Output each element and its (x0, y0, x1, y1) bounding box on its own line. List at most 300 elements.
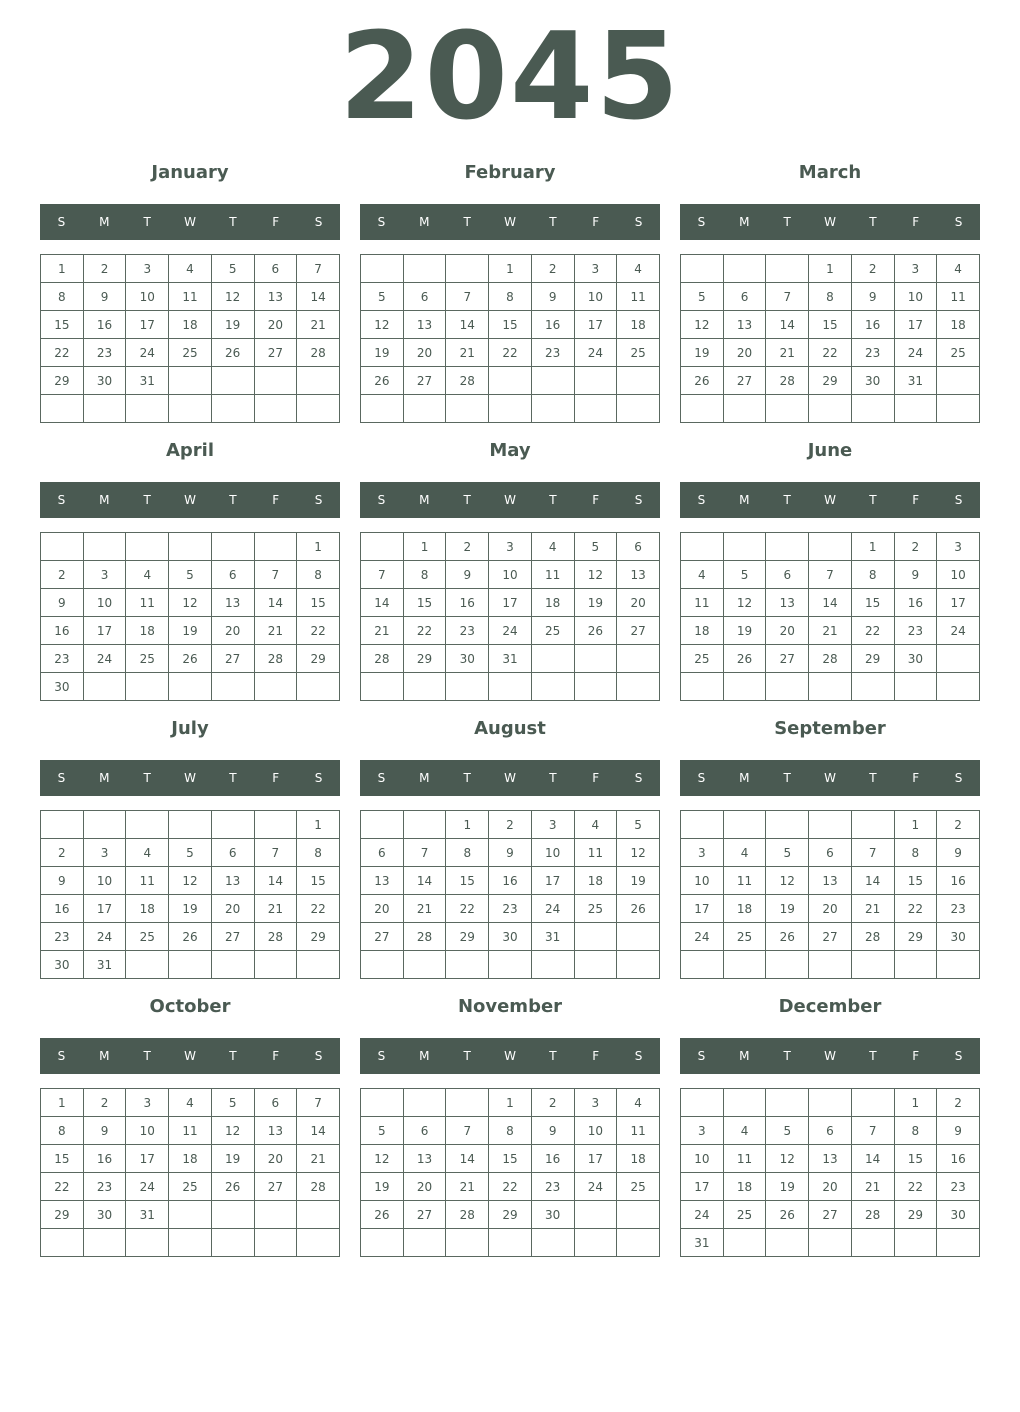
weekday-label: S (377, 771, 386, 785)
day-cell: 7 (297, 255, 340, 283)
day-cell: 14 (851, 867, 894, 895)
week-row (681, 533, 980, 561)
day-cell: 21 (851, 895, 894, 923)
day-cell: 9 (531, 283, 574, 311)
day-cell: 25 (937, 339, 980, 367)
day-cell: 4 (169, 1089, 212, 1117)
day-cell: 29 (41, 367, 84, 395)
day-cell: 26 (574, 617, 617, 645)
weekday-label: M (99, 1049, 110, 1063)
day-cell: 31 (83, 951, 126, 979)
day-cell: 9 (83, 1117, 126, 1145)
day-cell: 2 (83, 1089, 126, 1117)
week-row (681, 895, 980, 923)
week-row (681, 811, 980, 839)
day-cell: 2 (83, 255, 126, 283)
day-cell: 2 (41, 839, 84, 867)
weekday-label: W (504, 493, 516, 507)
day-cell: 17 (126, 1145, 169, 1173)
weekday-label: M (419, 771, 430, 785)
day-cell (211, 367, 254, 395)
day-cell: 7 (254, 561, 297, 589)
week-row (681, 839, 980, 867)
week-row (41, 1089, 340, 1117)
day-cell: 23 (446, 617, 489, 645)
day-cell (83, 395, 126, 423)
day-cell: 21 (766, 339, 809, 367)
day-cell: 16 (531, 1145, 574, 1173)
day-cell (681, 673, 724, 701)
day-cell (574, 367, 617, 395)
day-cell: 1 (894, 811, 937, 839)
day-cell (489, 951, 532, 979)
day-cell: 7 (361, 561, 404, 589)
day-cell: 12 (361, 311, 404, 339)
day-cell: 15 (894, 1145, 937, 1173)
month-name: August (474, 718, 546, 739)
weekday-header (360, 760, 660, 796)
day-cell (723, 1229, 766, 1257)
week-row (41, 1173, 340, 1201)
day-cell: 19 (766, 895, 809, 923)
day-cell: 7 (446, 1117, 489, 1145)
day-cell: 11 (574, 839, 617, 867)
day-cell: 11 (169, 283, 212, 311)
day-cell: 10 (574, 1117, 617, 1145)
day-cell (211, 673, 254, 701)
day-cell: 29 (851, 645, 894, 673)
day-cell (126, 951, 169, 979)
day-cell: 17 (681, 1173, 724, 1201)
day-cell: 18 (723, 1173, 766, 1201)
day-cell (169, 951, 212, 979)
weekday-label: S (697, 215, 706, 229)
week-row (681, 367, 980, 395)
day-cell: 16 (894, 589, 937, 617)
day-cell: 3 (574, 1089, 617, 1117)
day-cell (403, 1089, 446, 1117)
day-cell: 10 (83, 589, 126, 617)
day-cell (361, 951, 404, 979)
day-cell (809, 1089, 852, 1117)
day-cell (489, 673, 532, 701)
day-cell: 20 (211, 895, 254, 923)
day-cell: 17 (894, 311, 937, 339)
weekday-label: F (912, 771, 920, 785)
week-row (361, 339, 660, 367)
day-cell: 4 (723, 1117, 766, 1145)
day-cell (723, 255, 766, 283)
week-row (361, 895, 660, 923)
day-cell: 23 (41, 645, 84, 673)
weekday-label: S (57, 493, 66, 507)
day-cell: 12 (766, 1145, 809, 1173)
day-cell: 7 (403, 839, 446, 867)
day-cell (169, 367, 212, 395)
day-cell: 30 (851, 367, 894, 395)
day-cell: 3 (531, 811, 574, 839)
day-cell: 25 (531, 617, 574, 645)
day-cell: 1 (403, 533, 446, 561)
day-cell (894, 951, 937, 979)
day-cell: 30 (83, 1201, 126, 1229)
weekday-label: W (504, 771, 516, 785)
day-cell (531, 1229, 574, 1257)
day-cell (574, 1229, 617, 1257)
weekday-label: S (697, 493, 706, 507)
day-cell: 21 (403, 895, 446, 923)
weekday-label: S (314, 493, 323, 507)
week-row (361, 923, 660, 951)
day-cell: 25 (723, 1201, 766, 1229)
day-cell (574, 951, 617, 979)
day-cell: 31 (489, 645, 532, 673)
day-cell: 24 (937, 617, 980, 645)
day-cell: 15 (894, 867, 937, 895)
day-cell: 9 (446, 561, 489, 589)
week-row (361, 673, 660, 701)
day-cell: 6 (617, 533, 660, 561)
day-cell: 22 (894, 1173, 937, 1201)
day-cell: 1 (489, 1089, 532, 1117)
day-cell: 1 (489, 255, 532, 283)
day-cell: 25 (169, 1173, 212, 1201)
day-cell: 5 (169, 561, 212, 589)
day-cell (403, 1229, 446, 1257)
day-cell: 18 (126, 617, 169, 645)
day-cell (254, 811, 297, 839)
week-row (681, 561, 980, 589)
day-cell: 18 (531, 589, 574, 617)
day-cell (126, 1229, 169, 1257)
day-cell: 1 (809, 255, 852, 283)
day-cell: 28 (403, 923, 446, 951)
day-cell: 29 (297, 645, 340, 673)
week-row (41, 533, 340, 561)
day-cell: 1 (851, 533, 894, 561)
day-cell: 12 (211, 1117, 254, 1145)
day-cell: 21 (254, 617, 297, 645)
day-cell: 13 (766, 589, 809, 617)
week-row (41, 255, 340, 283)
day-cell (723, 395, 766, 423)
day-cell (254, 395, 297, 423)
day-cell (254, 1229, 297, 1257)
day-cell: 15 (446, 867, 489, 895)
day-cell (446, 1229, 489, 1257)
week-row (361, 1173, 660, 1201)
day-cell: 4 (937, 255, 980, 283)
day-cell (937, 1229, 980, 1257)
day-cell: 5 (766, 839, 809, 867)
day-cell: 18 (169, 311, 212, 339)
day-cell: 12 (169, 589, 212, 617)
week-row (361, 867, 660, 895)
week-row (681, 923, 980, 951)
day-cell: 15 (809, 311, 852, 339)
day-cell: 19 (169, 617, 212, 645)
day-cell: 21 (446, 339, 489, 367)
day-cell: 24 (126, 339, 169, 367)
day-cell: 26 (169, 645, 212, 673)
day-cell: 13 (361, 867, 404, 895)
week-row (41, 811, 340, 839)
weekday-label: W (824, 1049, 836, 1063)
day-cell (574, 1201, 617, 1229)
day-cell: 24 (681, 1201, 724, 1229)
day-cell: 16 (937, 867, 980, 895)
day-cell: 12 (574, 561, 617, 589)
day-cell: 6 (254, 255, 297, 283)
day-cell: 14 (851, 1145, 894, 1173)
day-cell (851, 1089, 894, 1117)
day-cell (937, 367, 980, 395)
day-cell: 12 (361, 1145, 404, 1173)
day-cell (531, 673, 574, 701)
day-cell: 29 (41, 1201, 84, 1229)
day-cell: 8 (403, 561, 446, 589)
day-cell (574, 645, 617, 673)
day-cell: 2 (937, 811, 980, 839)
day-cell: 29 (894, 923, 937, 951)
day-cell: 30 (894, 645, 937, 673)
month-name: January (151, 162, 229, 183)
day-cell: 16 (531, 311, 574, 339)
week-row (41, 867, 340, 895)
day-cell: 9 (489, 839, 532, 867)
weekday-label: M (739, 493, 750, 507)
day-cell (489, 367, 532, 395)
day-cell: 14 (809, 589, 852, 617)
day-cell: 11 (617, 283, 660, 311)
weekday-label: T (143, 771, 151, 785)
day-cell: 15 (297, 589, 340, 617)
day-cell (403, 255, 446, 283)
week-row (681, 395, 980, 423)
day-cell: 22 (894, 895, 937, 923)
day-cell (297, 673, 340, 701)
day-cell: 3 (937, 533, 980, 561)
weekday-label: F (272, 215, 280, 229)
weekday-label: T (783, 771, 791, 785)
day-cell: 18 (723, 895, 766, 923)
day-cell: 23 (41, 923, 84, 951)
weekday-label: F (912, 215, 920, 229)
day-cell: 26 (361, 1201, 404, 1229)
day-cell: 11 (126, 589, 169, 617)
day-cell (403, 395, 446, 423)
day-cell: 12 (681, 311, 724, 339)
day-cell: 23 (851, 339, 894, 367)
day-cell: 23 (83, 1173, 126, 1201)
week-row (681, 1201, 980, 1229)
day-cell: 27 (809, 923, 852, 951)
day-cell: 7 (809, 561, 852, 589)
day-cell: 14 (254, 589, 297, 617)
week-row (41, 1117, 340, 1145)
day-cell (766, 395, 809, 423)
day-cell: 24 (531, 895, 574, 923)
day-cell (169, 1201, 212, 1229)
day-cell (766, 1229, 809, 1257)
day-cell: 20 (403, 1173, 446, 1201)
day-cell (446, 255, 489, 283)
day-cell (937, 645, 980, 673)
weekday-label: S (954, 1049, 963, 1063)
day-cell: 21 (297, 311, 340, 339)
day-cell: 24 (574, 1173, 617, 1201)
day-cell: 22 (403, 617, 446, 645)
day-cell: 11 (723, 867, 766, 895)
day-cell (894, 395, 937, 423)
day-cell: 4 (531, 533, 574, 561)
day-cell: 4 (574, 811, 617, 839)
day-cell (851, 951, 894, 979)
day-cell: 23 (937, 1173, 980, 1201)
day-cell (809, 395, 852, 423)
day-cell: 6 (254, 1089, 297, 1117)
day-cell (41, 1229, 84, 1257)
weekday-label: T (869, 215, 877, 229)
day-cell: 16 (41, 895, 84, 923)
day-cell: 4 (126, 561, 169, 589)
month-name: June (807, 440, 853, 461)
day-cell: 28 (851, 923, 894, 951)
weekday-label: T (549, 771, 557, 785)
day-cell: 20 (617, 589, 660, 617)
day-cell: 19 (766, 1173, 809, 1201)
day-cell: 21 (361, 617, 404, 645)
day-cell (766, 1089, 809, 1117)
day-grid (40, 532, 340, 701)
day-cell: 26 (766, 1201, 809, 1229)
day-grid (40, 810, 340, 979)
day-cell (617, 1229, 660, 1257)
weekday-label: T (869, 1049, 877, 1063)
day-cell: 10 (489, 561, 532, 589)
day-cell: 18 (617, 311, 660, 339)
day-cell (41, 533, 84, 561)
weekday-label: W (184, 1049, 196, 1063)
day-cell: 31 (126, 367, 169, 395)
day-cell: 18 (937, 311, 980, 339)
weekday-header (40, 1038, 340, 1074)
day-cell: 13 (254, 283, 297, 311)
day-cell: 17 (937, 589, 980, 617)
day-cell: 3 (126, 255, 169, 283)
day-cell: 12 (766, 867, 809, 895)
weekday-label: W (824, 493, 836, 507)
day-cell: 18 (617, 1145, 660, 1173)
weekday-label: S (314, 771, 323, 785)
day-cell (361, 1089, 404, 1117)
day-cell: 23 (531, 339, 574, 367)
weekday-label: M (739, 215, 750, 229)
day-cell (169, 533, 212, 561)
day-cell: 2 (446, 533, 489, 561)
week-row (41, 951, 340, 979)
day-cell: 13 (617, 561, 660, 589)
day-cell (83, 1229, 126, 1257)
week-row (681, 1145, 980, 1173)
day-cell: 16 (937, 1145, 980, 1173)
weekday-label: T (143, 215, 151, 229)
weekday-label: S (634, 493, 643, 507)
day-cell: 16 (446, 589, 489, 617)
day-grid (360, 810, 660, 979)
day-cell: 22 (446, 895, 489, 923)
weekday-label: T (783, 1049, 791, 1063)
day-cell: 27 (617, 617, 660, 645)
day-cell: 9 (851, 283, 894, 311)
day-cell: 14 (446, 311, 489, 339)
day-cell (211, 951, 254, 979)
day-cell (617, 673, 660, 701)
day-cell: 11 (681, 589, 724, 617)
week-row (41, 1201, 340, 1229)
day-cell: 6 (403, 283, 446, 311)
day-cell (723, 951, 766, 979)
day-cell: 8 (489, 283, 532, 311)
day-cell: 27 (211, 645, 254, 673)
day-cell (361, 395, 404, 423)
week-row (681, 1117, 980, 1145)
weekday-label: T (463, 1049, 471, 1063)
day-cell: 22 (489, 339, 532, 367)
weekday-label: F (272, 493, 280, 507)
day-cell (169, 395, 212, 423)
week-row (681, 255, 980, 283)
day-cell: 10 (681, 1145, 724, 1173)
day-cell (681, 811, 724, 839)
day-cell (681, 533, 724, 561)
day-cell: 28 (766, 367, 809, 395)
day-cell: 26 (211, 339, 254, 367)
day-cell: 8 (489, 1117, 532, 1145)
day-cell: 16 (83, 311, 126, 339)
day-grid (680, 532, 980, 701)
weekday-label: T (783, 493, 791, 507)
day-cell: 17 (531, 867, 574, 895)
day-cell: 13 (723, 311, 766, 339)
day-cell: 9 (937, 839, 980, 867)
day-cell (297, 1229, 340, 1257)
month-name: April (165, 440, 215, 461)
weekday-header (360, 204, 660, 240)
month-name: October (149, 996, 231, 1017)
day-cell: 18 (169, 1145, 212, 1173)
day-cell: 24 (894, 339, 937, 367)
week-row (41, 617, 340, 645)
day-cell (83, 673, 126, 701)
day-cell: 29 (894, 1201, 937, 1229)
day-cell: 1 (41, 255, 84, 283)
day-cell: 28 (446, 1201, 489, 1229)
week-row (361, 311, 660, 339)
day-cell: 26 (681, 367, 724, 395)
day-cell: 11 (531, 561, 574, 589)
weekday-label: T (229, 215, 237, 229)
weekday-label: M (99, 771, 110, 785)
month-name: May (489, 440, 531, 461)
week-row (681, 1089, 980, 1117)
day-cell: 6 (766, 561, 809, 589)
day-grid (40, 1088, 340, 1257)
day-cell (809, 1229, 852, 1257)
day-cell: 2 (531, 1089, 574, 1117)
day-cell (574, 395, 617, 423)
day-cell (681, 255, 724, 283)
